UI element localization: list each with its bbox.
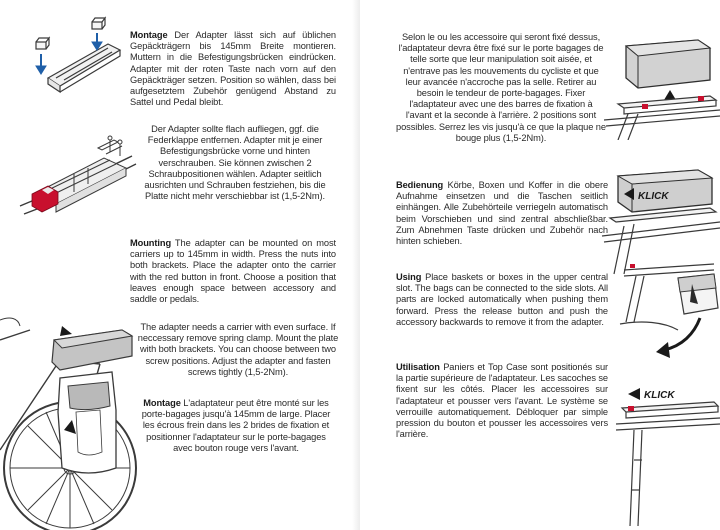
fr-utilisation-heading: Utilisation [396,362,440,372]
fr-utilisation-paragraph [396,362,608,440]
fr-montage-heading: Montage [143,398,181,408]
en-mounting-text: The adapter can be mounted on most carriers up to 145mm in width. Press the nuts into both brackets. Place the adapter onto the carrier with the red button in front. Choose a position that leaves enough space between accessory and saddle or pedals. [130,238,336,305]
klick-label-1: KLICK [638,191,669,202]
de-montage-paragraph [130,30,336,108]
fr-continuation-text: Selon le ou les accessoire qui seront fixé dessus, l'adaptateur devra être fixé sur le porte bagages de telle sorte que leur manipulation soit aisée, et n'entrave pas les mouvements du cycliste et que leur avancée n'accroche pas la selle. Retirer au besoin le tendeur de porte-bagages. Fixer l'adaptateur avec une des barres de fixation à l'avant et la seconde à l'arrière. 2 positions sont possibles. Serrez les vis jusqu'à ce que la plaque ne bouge plus (1,5-2Nm). [396,32,606,143]
left-arrow-icon-2 [628,388,640,400]
en-flat-text: The adapter needs a carrier with even surface. If neccessary remove spring clamp. Mount the plate with both brackets. You can choose between two screw positions. Adjust the adapter and fasten screws tightly (1,5-2Nm). [137,322,339,377]
en-flat-paragraph [136,322,340,378]
en-mounting-heading: Mounting [130,238,172,248]
de-flat-paragraph [132,124,338,202]
adapter-plate-illustration [20,14,130,110]
klick-adapter-side-illustration [614,380,720,526]
adapter-on-carrier-illustration [14,134,144,234]
fr-montage-paragraph [138,398,334,454]
en-using-heading: Using [396,272,422,282]
de-montage-heading: Montage [130,30,168,40]
de-bedienung-paragraph [396,180,608,247]
en-using-paragraph [396,272,608,328]
bicycle-with-box-illustration [0,300,150,530]
de-bedienung-text: Körbe, Boxen und Koffer in die obere Aufnahme einsetzen und die Taschen seitlich einhängen. Alle Zubehörteile verriegeln automatisch beim Vorschieben und sind zentral abschließbar. Zum Abnehmen Taste drücken und Zubehör nach hinten schieben. [396,180,609,247]
de-flat-text: Der Adapter sollte flach aufliegen, ggf. die Federklappe entfernen. Adapter mit je einer Befestigungsbrücke vorne und hinten verschrauben. Sie können zwischen 2 Schraubpositionen wählen. Adapter seitlich ausrichten und Schrauben festziehen, bis die Platte nicht mehr verschiebbar ist (1,5-2Nm). [144,124,326,202]
fr-continuation-paragraph [396,32,606,144]
klick-label-2: KLICK [644,390,675,401]
right-page [360,0,720,530]
de-bedienung-heading: Bedienung [396,180,444,190]
arrow-pointer-icon [60,326,72,336]
box-on-adapter-illustration [598,30,720,140]
curved-arrow-icon [664,318,700,350]
fr-montage-text: L'adaptateur peut être monté sur les porte-bagages jusqu'à 145mm de large. Placer les écrous frein dans les 2 brides de fixation et positionner l'adaptateur sur le porte-bagages avec bouton rouge vers l'avant. [141,398,331,453]
en-using-text: Place baskets or boxes in the upper central slot. The bags can be connected to the side slots. All parts are locked automatically when pushing them forward. Press the release button and push the accessory backwards to remove it from the adapter. [396,272,609,327]
de-montage-text: Der Adapter lässt sich auf üblichen Gepäckträgern bis 145mm Breite montieren. Muttern in die Befestigungsbrücken eindrücken. Adapter mit der roten Taste nach vorn auf den Gepäckträger setzen. Position so wählen, dass bei aufgesetztem Zubehör genügend Abstand zu Sattel und Pedal bleibt. [130,30,336,108]
klick-box-illustration [598,156,720,276]
en-mounting-paragraph [130,238,336,305]
fr-utilisation-text: Paniers et Top Case sont positionés sur la partie supérieure de l'adaptateur. Les sacoches se fixent sur les côtés. Placer les accessoires sur l'adaptateur et pousser vers l'avant. Le système se verrouille automatiquement. Débloquer par simple pression du bouton et pousser les accessoires vers l'arrière. [396,362,609,440]
side-bag-illustration [618,262,720,366]
